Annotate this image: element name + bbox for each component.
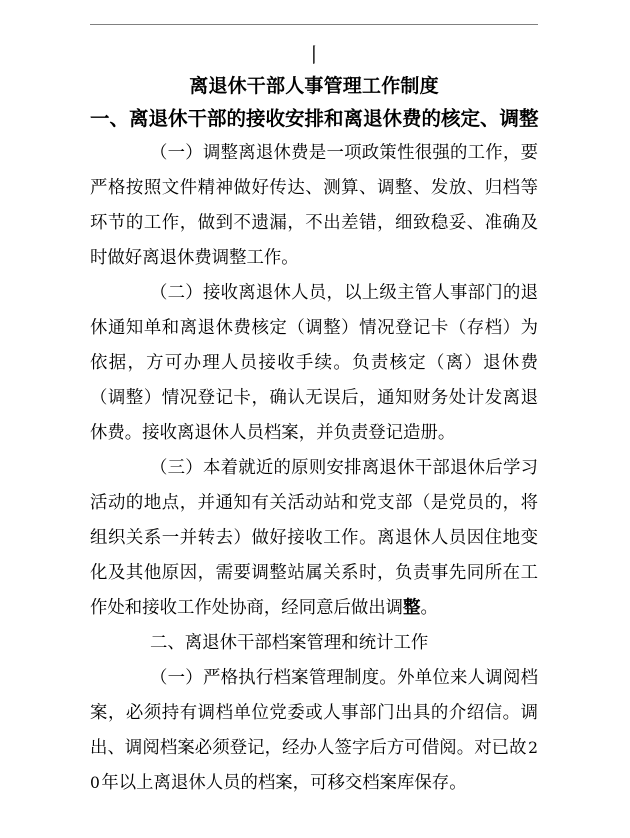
section-heading-2: 二、离退休干部档案管理和统计工作 xyxy=(150,633,429,653)
paragraph-1-2: （二）接收离退休人员，以上级主管人事部门的退休通知单和离退休费核定（调整）情况登记卡（存档）为依据，方可办理人员接收手续。负责核定（离）退休费（调整）情况登记卡，确认无误后，通知财务处计发离退休费。接收离退休人员档案，并负责登记造册。 xyxy=(90,283,538,443)
paragraph-1-3-text-before: （三）本着就近的原则安排离退休干部退休后学习活动的地点，并通知有关活动站和党支部（是党员的，将组织关系一并转去）做好接收工作。离退休人员因住地变化及其他原因，需要调整站属关系时，负责事先同所在工作处和接收工作处协商，经同意后做出调 xyxy=(90,458,538,618)
paragraph-1-3-emphasis: 整 xyxy=(403,598,421,618)
section-heading-1: 一、离退休干部的接收安排和离退休费的核定、调整 xyxy=(90,107,539,130)
paragraph-1-3 xyxy=(90,451,538,626)
paragraph-2-1-text-after: 年以上离退休人员的档案，可移交档案库保存。 xyxy=(101,773,467,793)
header-rule-line xyxy=(90,24,538,25)
paragraph-2-1-text-before: （一）严格执行档案管理制度。外单位来人调阅档案，必须持有调档单位党委或人事部门出具的介绍信。调出、调阅档案必须登记，经办人签字后方可借阅。对已故 xyxy=(90,668,538,758)
paragraph-2-1-number: 20 xyxy=(90,739,538,792)
paragraph-2-1 xyxy=(90,661,538,801)
paragraph-1-3-text-after: 。 xyxy=(420,598,438,618)
document-title: 离退休干部人事管理工作制度 xyxy=(189,75,439,97)
document-content xyxy=(90,40,538,801)
title-mark: 丨 xyxy=(304,43,324,67)
header-divider xyxy=(90,24,538,26)
paragraph-1-1: （一）调整离退休费是一项政策性很强的工作，要严格按照文件精神做好传达、测算、调整、发放、归档等环节的工作，做到不遗漏，不出差错，细致稳妥、准确及时做好离退休费调整工作。 xyxy=(90,143,538,268)
